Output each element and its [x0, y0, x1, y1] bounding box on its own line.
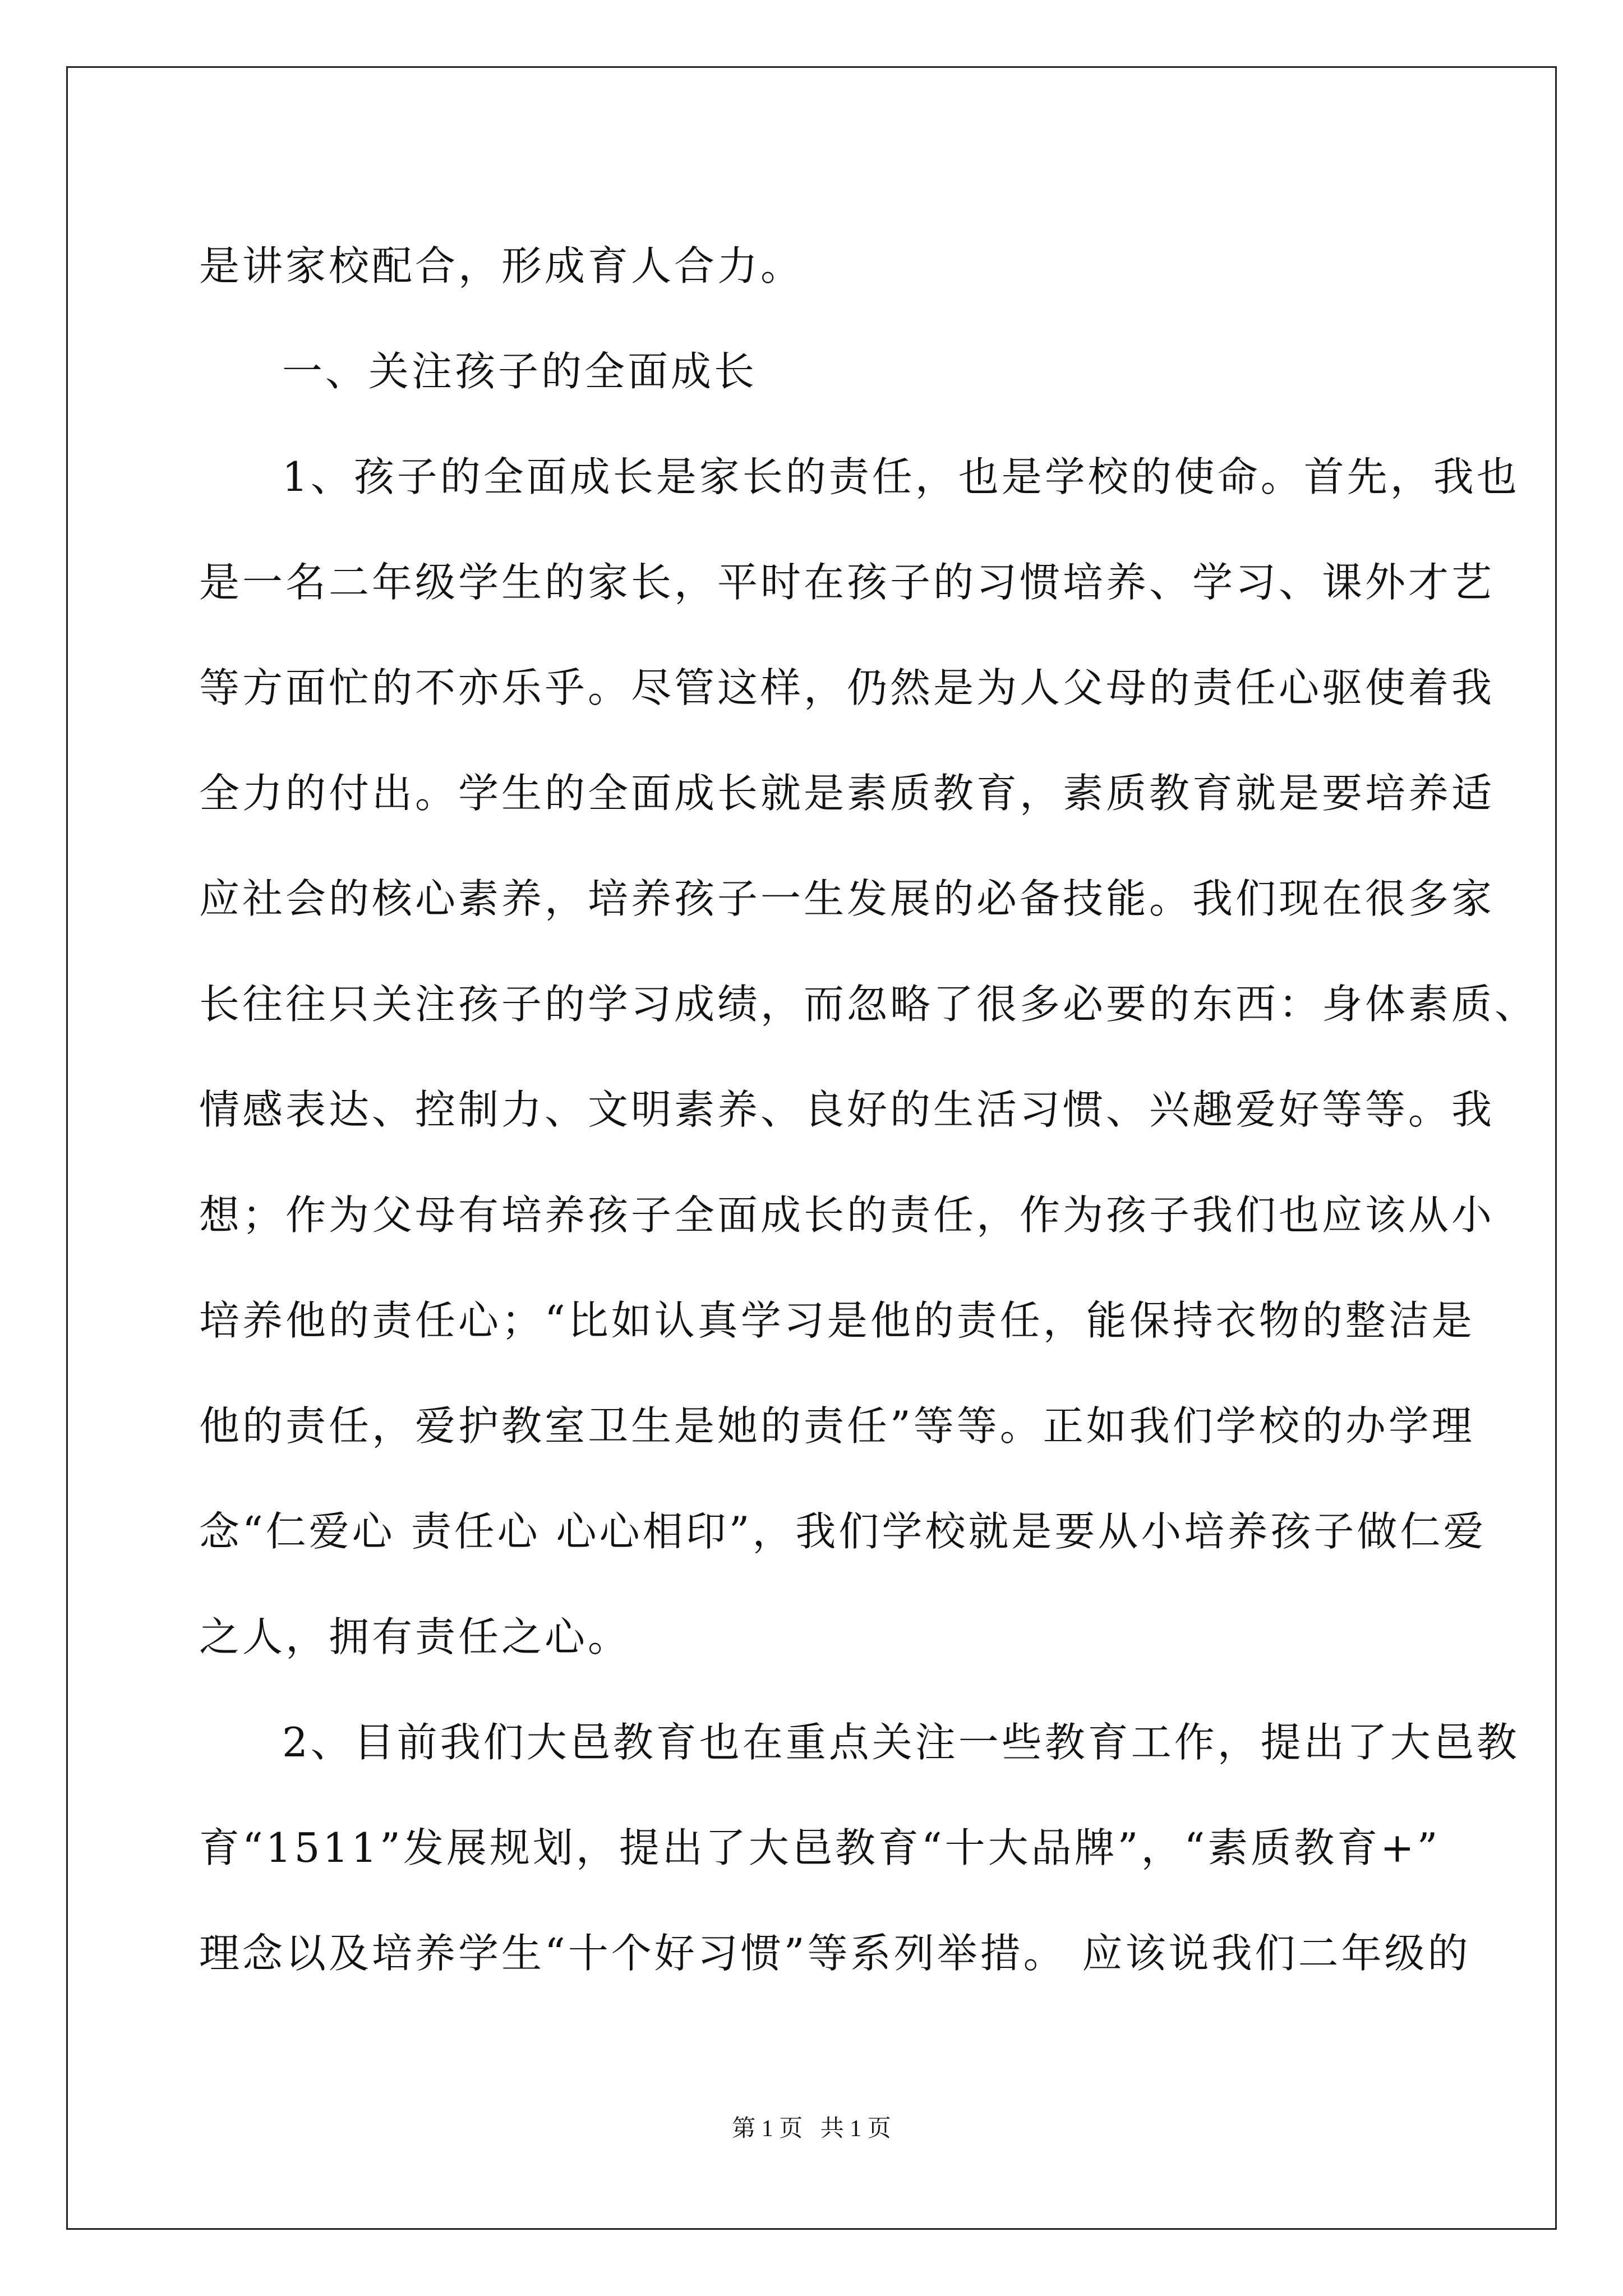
text-line: 是讲家校配合，形成育人合力。 [199, 242, 804, 289]
page-number-footer: 第 1 页 共 1 页 [732, 2116, 891, 2142]
text-line: 1、孩子的全面成长是家长的责任，也是学校的使命。首先，我也 [282, 453, 1520, 500]
text-line: 理念以及培养学生“十个好习惯”等系列举措。 应该说我们二年级的 [199, 1930, 1471, 1977]
text-line: 全力的付出。学生的全面成长就是素质教育，素质教育就是要培养适 [199, 770, 1495, 817]
text-line: 情感表达、控制力、文明素养、良好的生活习惯、兴趣爱好等等。我 [199, 1086, 1495, 1133]
text-line: 培养他的责任心；“比如认真学习是他的责任，能保持衣物的整洁是 [199, 1297, 1475, 1344]
text-line: 2、目前我们大邑教育也在重点关注一些教育工作，提出了大邑教 [282, 1719, 1520, 1766]
text-line: 长往往只关注孩子的学习成绩，而忽略了很多必要的东西：身体素质、 [199, 981, 1538, 1028]
text-line: 之人，拥有责任之心。 [199, 1613, 631, 1660]
text-line: 育“1511”发展规划，提出了大邑教育“十大品牌”，“素质教育+” [199, 1824, 1441, 1871]
document-body [199, 213, 1538, 2006]
text-line: 念“仁爱心 责任心 心心相印”，我们学校就是要从小培养孩子做仁爱 [199, 1508, 1487, 1555]
text-line: 想；作为父母有培养孩子全面成长的责任，作为孩子我们也应该从小 [199, 1191, 1495, 1239]
section-heading: 一、关注孩子的全面成长 [282, 348, 758, 395]
text-line: 他的责任，爱护教室卫生是她的责任”等等。正如我们学校的办学理 [199, 1402, 1475, 1450]
text-line: 等方面忙的不亦乐乎。尽管这样，仍然是为人父母的责任心驱使着我 [199, 664, 1495, 711]
text-line: 是一名二年级学生的家长，平时在孩子的习惯培养、学习、课外才艺 [199, 559, 1495, 606]
text-line: 应社会的核心素养，培养孩子一生发展的必备技能。我们现在很多家 [199, 875, 1495, 922]
